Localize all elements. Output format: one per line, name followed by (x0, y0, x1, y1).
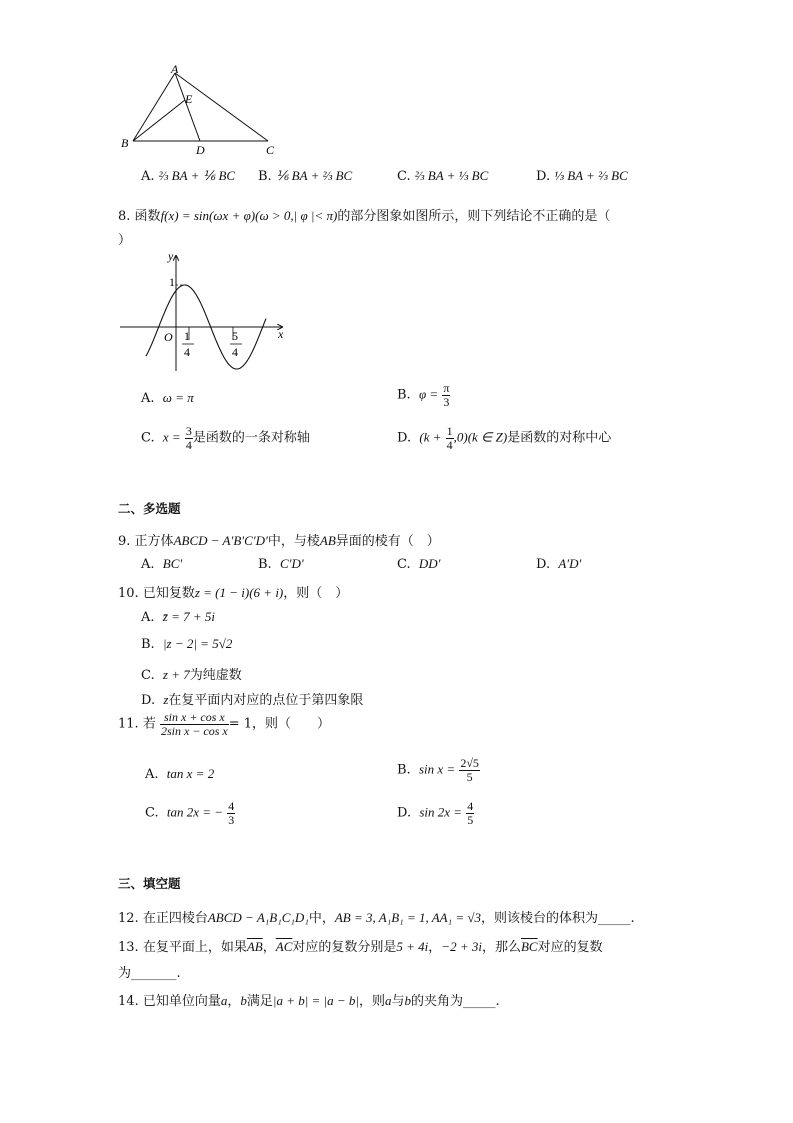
q9-option-d[interactable]: D. A′D′ (536, 556, 582, 572)
q7-option-d[interactable]: D. ⅓ BA + ⅔ BC (536, 168, 628, 184)
vector-ab: $\overline{AB}$ (246, 939, 263, 954)
section-title-fill-in: 三、填空题 (118, 876, 181, 891)
q8-option-b-fraction: $\frac{\pi}{3}$ (443, 381, 450, 409)
origin-label: O (164, 330, 173, 344)
q11-stem: 11. 若 $\frac{\text{sin x + cos x}}{\text{2sin x − cos x}}$ = 1，则（ ） (118, 710, 331, 738)
q7-option-a-expr: ⅔ BA + ⅙ BC (158, 168, 236, 183)
q13-stem: 13. 在复平面上，如果$\overline{AB}$，$\overline{AC}$对应的复数分别是5 + 4i，−2 + 3i，那么$\overline{BC}$对应的复数 (118, 939, 603, 955)
q9-option-a[interactable]: A. BC′ (141, 556, 183, 572)
q11-option-b[interactable]: B. sin x = $\frac{2√5}{5}$ (397, 756, 479, 784)
q11-fraction: $\frac{\text{sin x + cos x}}{\text{2sin x − cos x}}$ (160, 710, 228, 738)
vector-bc: $\overline{BC}$ (520, 939, 538, 954)
section-title-multiple-choice: 二、多选题 (118, 501, 181, 516)
q8-stem: 8. 函数f(x) = sin(ωx + φ)(ω > 0,| φ |< π)的部分图象如图所示，则下列结论不正确的是（ (118, 208, 611, 224)
x-tick-2-den: 4 (232, 345, 238, 359)
q8-option-a[interactable]: A. ω = π (141, 390, 194, 406)
q8-option-b[interactable]: B. φ = $\frac{\pi}{3}$ (397, 381, 450, 409)
q9-option-c[interactable]: C. DD′ (397, 556, 441, 572)
q10-option-d[interactable]: D. z在复平面内对应的点位于第四象限 (141, 692, 364, 708)
q10-stem: 10. 已知复数z = (1 − i)(6 + i)，则（ ） (118, 585, 349, 601)
sine-graph (118, 248, 293, 376)
q8-option-c-fraction: $\frac{3}{4}$ (185, 424, 192, 452)
q8-option-d-fraction: $\frac{1}{4}$ (446, 424, 453, 452)
q7-option-c-expr: ⅔ BA + ⅓ BC (414, 168, 489, 183)
point-D: D (196, 143, 205, 157)
q10-option-c[interactable]: C. z + 7为纯虚数 (141, 667, 242, 683)
q7-option-b-expr: ⅙ BA + ⅔ BC (275, 168, 353, 183)
q7-option-a[interactable]: A. ⅔ BA + ⅙ BC (141, 168, 236, 184)
q13-stem-line2: 为_______. (118, 966, 181, 981)
q14-stem: 14. 已知单位向量a，b满足|a + b| = |a − b|，则a与b的夹角为_____. (118, 993, 500, 1009)
point-B: B (121, 136, 129, 150)
triangle-figure (118, 63, 278, 158)
q8-option-c[interactable]: C. x = $\frac{3}{4}$ 是函数的一条对称轴 (141, 424, 310, 452)
q7-option-b[interactable]: B. ⅙ BA + ⅔ BC (258, 168, 353, 184)
q8-function: f(x) = sin(ωx + φ)(ω > 0,| φ |< π) (160, 208, 338, 223)
q8-stem-close: ） (118, 233, 132, 248)
q11-option-b-fraction: $\frac{2√5}{5}$ (460, 756, 479, 784)
x-tick-1-num: 1 (184, 329, 190, 343)
vector-ac: $\overline{AC}$ (275, 939, 293, 954)
q9-stem: 9. 正方体ABCD − A′B′C′D′中，与棱AB异面的棱有（ ） (118, 533, 440, 549)
q11-option-c[interactable]: C. tan 2x = − $\frac{4}{3}$ (145, 799, 235, 827)
q11-option-c-fraction: $\frac{4}{3}$ (228, 799, 235, 827)
q7-option-d-expr: ⅓ BA + ⅔ BC (554, 168, 628, 183)
q8-option-d[interactable]: D. (k + $\frac{1}{4}$ ,0)(k ∈ Z)是函数的对称中心 (397, 424, 612, 452)
x-tick-2-num: 5 (232, 329, 238, 343)
q11-option-d-fraction: $\frac{4}{5}$ (467, 799, 474, 827)
q10-option-b[interactable]: B. |z − 2| = 5√2 (141, 636, 233, 652)
x-axis-label: x (278, 327, 284, 341)
q9-option-b[interactable]: B. C′D′ (258, 556, 304, 572)
q7-option-c[interactable]: C. ⅔ BA + ⅓ BC (397, 168, 489, 184)
q10-option-a[interactable]: A. z̄ = 7 + 5i (141, 609, 216, 625)
x-tick-1-den: 4 (184, 345, 190, 359)
y-tick-1: 1 (169, 275, 175, 289)
q12-stem: 12. 在正四棱台ABCD − A₁B₁C₁D₁中，AB = 3, A₁B₁ = 1, AA₁ = √3，则该棱台的体积为_____. (118, 910, 635, 926)
q11-option-a[interactable]: A. tan x = 2 (145, 766, 215, 782)
point-E: E (185, 92, 193, 106)
point-C: C (266, 143, 275, 157)
point-A: A (171, 63, 179, 76)
q11-option-d[interactable]: D. sin 2x = $\frac{4}{5}$ (397, 799, 474, 827)
y-axis-label: y (168, 249, 174, 263)
